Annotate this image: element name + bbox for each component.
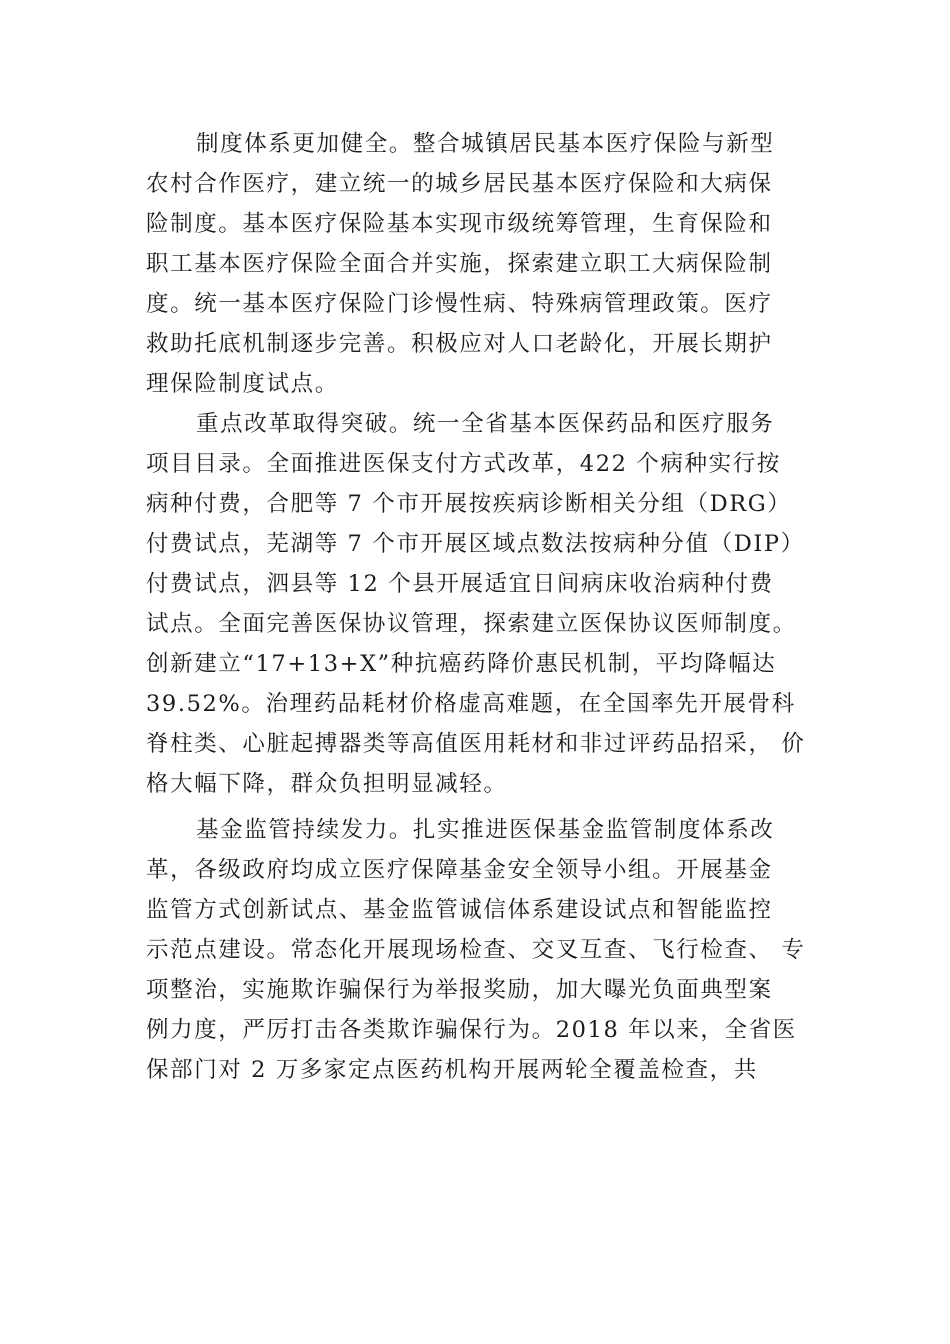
text-line: 基金监管持续发力。扎实推进医保基金监管制度体系改 bbox=[196, 817, 775, 843]
text-line: 试点。全面完善医保协议管理，探索建立医保协议医师制度。 bbox=[146, 611, 797, 637]
text-line: 农村合作医疗，建立统一的城乡居民基本医疗保险和大病保 bbox=[146, 171, 773, 197]
text-line: 付费试点，泗县等 12 个县开展适宜日间病床收治病种付费 bbox=[146, 571, 774, 597]
text-line: 项目目录。全面推进医保支付方式改革，422 个病种实行按 bbox=[146, 451, 781, 477]
text-line: 保部门对 2 万多家定点医药机构开展两轮全覆盖检查，共 bbox=[146, 1057, 758, 1083]
text-line: 职工基本医疗保险全面合并实施，探索建立职工大病保险制 bbox=[146, 251, 773, 277]
text-line: 重点改革取得突破。统一全省基本医保药品和医疗服务 bbox=[196, 411, 775, 437]
text-line: 格大幅下降，群众负担明显减轻。 bbox=[146, 771, 508, 797]
text-line: 制度体系更加健全。整合城镇居民基本医疗保险与新型 bbox=[196, 131, 775, 157]
text-line: 项整治，实施欺诈骗保行为举报奖励，加大曝光负面典型案 bbox=[146, 977, 773, 1003]
text-line: 救助托底机制逐步完善。积极应对人口老龄化，开展长期护 bbox=[146, 331, 773, 357]
text-line: 脊柱类、心脏起搏器类等高值医用耗材和非过评药品招采， 价 bbox=[146, 731, 806, 757]
text-line: 付费试点，芜湖等 7 个市开展区域点数法按病种分值（DIP） bbox=[146, 531, 805, 557]
text-line: 理保险制度试点。 bbox=[146, 371, 339, 397]
text-line: 险制度。基本医疗保险基本实现市级统筹管理，生育保险和 bbox=[146, 211, 773, 237]
text-line: 革，各级政府均成立医疗保障基金安全领导小组。开展基金 bbox=[146, 857, 773, 883]
text-line: 病种付费，合肥等 7 个市开展按疾病诊断相关分组（DRG） bbox=[146, 491, 792, 517]
text-line: 创新建立“17+13+X”种抗癌药降价惠民机制，平均降幅达 bbox=[146, 651, 777, 677]
text-line: 例力度，严厉打击各类欺诈骗保行为。2018 年以来，全省医 bbox=[146, 1017, 797, 1043]
text-line: 监管方式创新试点、基金监管诚信体系建设试点和智能监控 bbox=[146, 897, 773, 923]
text-line: 39.52%。治理药品耗材价格虚高难题，在全国率先开展骨科 bbox=[146, 691, 796, 717]
text-line: 示范点建设。常态化开展现场检查、交叉互查、飞行检查、 专 bbox=[146, 937, 806, 963]
text-line: 度。统一基本医疗保险门诊慢性病、特殊病管理政策。医疗 bbox=[146, 291, 773, 317]
